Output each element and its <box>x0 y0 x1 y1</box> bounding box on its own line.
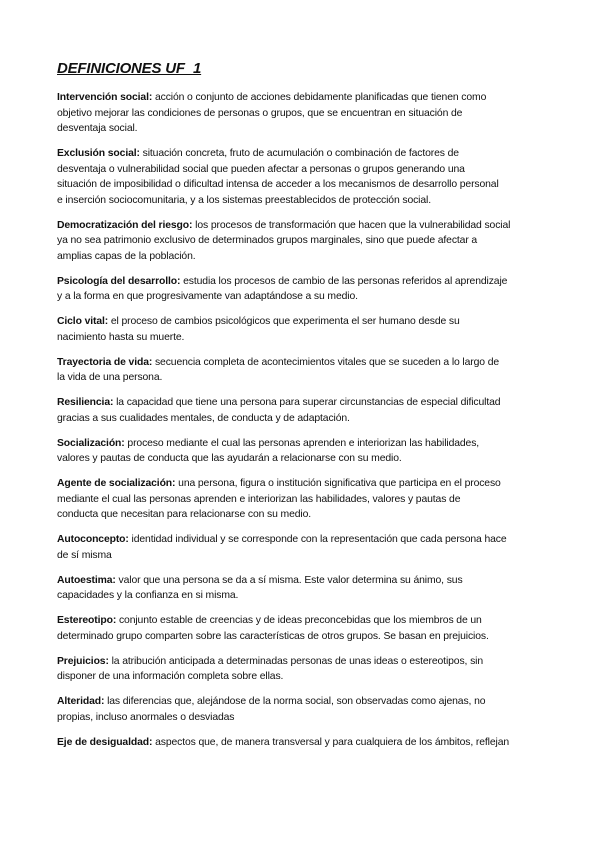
definition-term: Socialización: <box>57 437 125 449</box>
definition-term: Estereotipo: <box>57 615 117 626</box>
definition-text: desventaja o vulnerabilidad social que pueden afectar a personas o grupos generando una <box>57 163 465 175</box>
definition-text: disponer de una información completa sobre ellas. <box>57 671 284 682</box>
definition-line <box>57 573 557 589</box>
definition-text: las diferencias que, alejándose de la norma social, son observadas como ajenas, no <box>107 696 486 707</box>
definition-term: Resiliencia: <box>57 397 114 408</box>
definition-term: Autoestima: <box>57 574 116 586</box>
definition-line <box>57 548 557 564</box>
definition-item <box>57 274 557 305</box>
definition-text: los procesos de transformación que hacen que la vulnerabilidad social <box>195 219 511 231</box>
definition-text: proceso mediante el cual las personas aprenden e interiorizan las habilidades, <box>127 437 480 449</box>
definition-line <box>57 669 557 685</box>
definition-line <box>57 588 557 604</box>
definition-term: Autoconcepto: <box>57 534 129 545</box>
definition-line <box>57 436 557 452</box>
definition-line <box>57 193 557 209</box>
definition-line <box>57 507 557 523</box>
definition-line <box>57 411 557 427</box>
definitions-list <box>57 90 557 760</box>
definition-text: amplias capas de la población. <box>57 250 196 262</box>
definition-item <box>57 218 557 265</box>
definition-text: el proceso de cambios psicológicos que experimenta el ser humano desde su <box>110 316 460 327</box>
definition-text: conducta que necesitan para relacionarse con su medio. <box>57 509 312 520</box>
definition-term: Psicología del desarrollo: <box>57 275 181 287</box>
definition-line <box>57 370 557 386</box>
definition-line <box>57 492 557 508</box>
definition-line <box>57 613 557 629</box>
definition-text: conjunto estable de creencias y de ideas preconcebidas que los miembros de un <box>118 615 482 626</box>
definition-line <box>57 106 557 122</box>
definition-line <box>57 146 557 162</box>
definition-term: Democratización del riesgo: <box>57 219 193 231</box>
definition-line <box>57 289 557 305</box>
definition-term: Intervención social: <box>57 92 153 103</box>
definition-line <box>57 90 557 106</box>
definition-term: Trayectoria de vida: <box>57 356 153 368</box>
definition-item <box>57 694 557 725</box>
definition-line <box>57 330 557 346</box>
definition-line <box>57 355 557 371</box>
definition-term: Eje de desigualdad: <box>57 736 153 748</box>
definition-line <box>57 162 557 178</box>
definition-term: Ciclo vital: <box>57 316 109 327</box>
definition-text: identidad individual y se corresponde con la representación que cada persona hace <box>131 534 507 545</box>
definition-item <box>57 395 557 426</box>
definition-text: valor que una persona se da a sí misma. Este valor determina su ánimo, sus <box>118 574 463 586</box>
definition-text: acción o conjunto de acciones debidamente planificadas que tienen como <box>154 92 487 103</box>
definition-line <box>57 451 557 467</box>
definition-item <box>57 613 557 644</box>
definition-term: Exclusión social: <box>57 148 140 159</box>
definition-text: situación de imposibilidad o dificultad intensa de acceder a los mecanismos de desarrollo personal <box>57 179 499 190</box>
definition-text: estudia los procesos de cambio de las personas referidos al aprendizaje <box>183 275 508 287</box>
definition-text: objetivo mejorar las condiciones de personas o grupos, que se encuentran en situación de <box>57 107 463 119</box>
definition-text: mediante el cual las personas aprenden e interiorizan las habilidades, valores y pautas de <box>57 493 461 505</box>
definition-line <box>57 233 557 249</box>
definition-item <box>57 436 557 467</box>
definition-line <box>57 654 557 670</box>
definition-item <box>57 355 557 386</box>
definition-text: ya no sea patrimonio exclusivo de determinados grupos marginales, sino que puede afectar a <box>57 235 478 246</box>
definition-item <box>57 532 557 563</box>
definition-line <box>57 395 557 411</box>
definition-text: aspectos que, de manera transversal y para cualquiera de los ámbitos, reflejan <box>155 736 510 748</box>
definition-item <box>57 314 557 345</box>
definition-line <box>57 476 557 492</box>
definition-text: secuencia completa de acontecimientos vitales que se suceden a lo largo de <box>154 356 500 368</box>
definition-text: la capacidad que tiene una persona para superar circunstancias de especial dificultad <box>116 397 501 408</box>
definition-text: e inserción sociocomunitaria, y a los sistemas preestablecidos de protección social. <box>57 194 431 206</box>
definition-line <box>57 177 557 193</box>
definition-item <box>57 146 557 208</box>
definition-text: capacidades y la confianza en si misma. <box>57 590 239 601</box>
definition-text: de sí misma <box>57 549 112 561</box>
definition-text: la atribución anticipada a determinadas personas de unas ideas o estereotipos, sin <box>111 655 483 667</box>
definition-line <box>57 710 557 726</box>
definition-line <box>57 121 557 137</box>
definition-item <box>57 573 557 604</box>
definition-line <box>57 314 557 330</box>
definition-text: la vida de una persona. <box>57 372 163 383</box>
definition-line <box>57 274 557 290</box>
definition-text: una persona, figura o institución significativa que participa en el proceso <box>178 478 501 489</box>
definition-text: gracias a sus cualidades mentales, de conducta y de adaptación. <box>57 412 350 424</box>
definition-line <box>57 249 557 265</box>
definition-line <box>57 694 557 710</box>
definition-line <box>57 218 557 234</box>
definition-item <box>57 654 557 685</box>
definition-text: propias, incluso anormales o desviadas <box>57 711 235 723</box>
definition-term: Alteridad: <box>57 696 105 707</box>
definition-text: situación concreta, fruto de acumulación o combinación de factores de <box>142 148 459 159</box>
page-title: DEFINICIONES UF_1 <box>57 60 202 77</box>
definition-term: Agente de socialización: <box>57 478 176 489</box>
definition-text: valores y pautas de conducta que las ayudarán a relacionarse con su medio. <box>57 453 402 464</box>
definition-term: Prejuicios: <box>57 655 109 667</box>
definition-text: desventaja social. <box>57 123 138 134</box>
definition-line <box>57 629 557 645</box>
definition-line <box>57 735 557 751</box>
definition-item <box>57 735 557 751</box>
definition-item <box>57 476 557 523</box>
definition-item <box>57 90 557 137</box>
definition-line <box>57 532 557 548</box>
definition-text: y a la forma en que progresivamente van adaptándose a su medio. <box>57 291 358 302</box>
definition-text: determinado grupo comparten sobre las características de otros grupos. Se basan en prejuicios. <box>57 630 489 642</box>
definition-text: nacimiento hasta su muerte. <box>57 331 185 343</box>
